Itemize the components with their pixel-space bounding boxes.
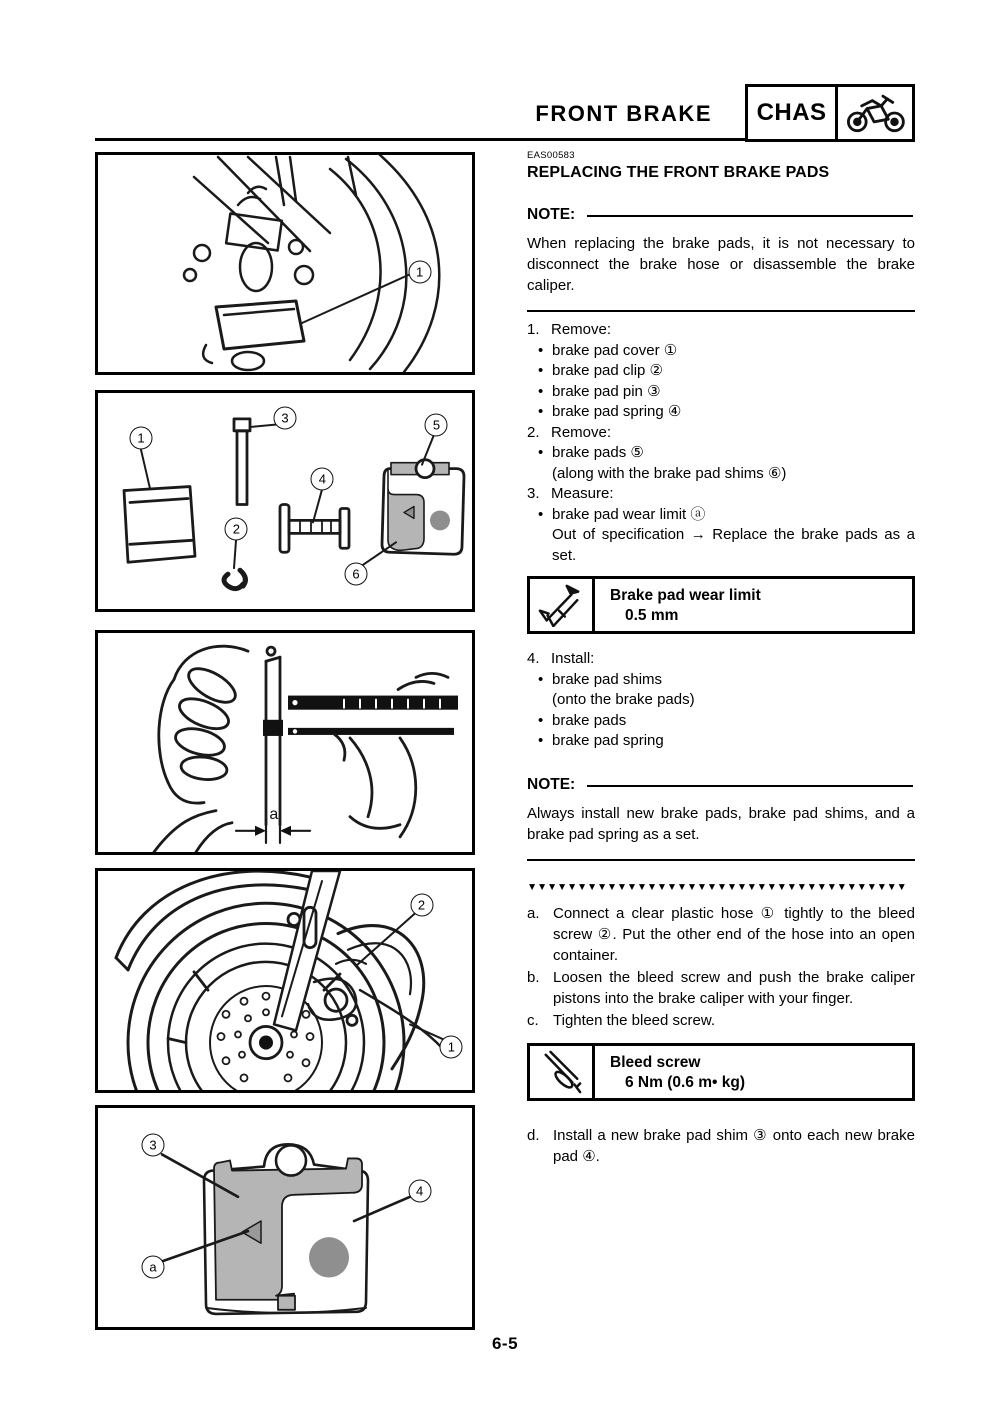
bullet-item: • brake pad pin ③ [538,382,661,400]
callout-a: a [141,1255,164,1278]
step-1 [527,320,915,423]
callout-6: 6 [345,563,368,586]
step-3 [527,484,915,566]
callout-1: 1 [130,427,153,450]
header-rule [95,138,745,141]
spec-value: 6 Nm (0.6 m• kg) [625,1073,745,1091]
procedure-item-b [527,967,915,1009]
step-4 [527,649,915,752]
bullet-sub: (along with the brake pad shims ⑥) [552,464,787,482]
step-title: Measure: [551,485,614,502]
chapter-tab-label: CHAS [748,87,838,139]
spec-box-bleed-screw [527,1043,915,1101]
callout-3: 3 [141,1134,164,1157]
chapter-tab [745,84,915,142]
spec-title: Brake pad wear limit [610,587,761,604]
step-title: Remove: [551,321,612,338]
dimension-a-label: a [269,805,279,823]
callout-1: 1 [440,1036,463,1059]
note-label: NOTE: [527,775,576,793]
bullet-sub: (onto the brake pads) [552,691,695,708]
callout-1: 1 [408,261,431,284]
note-text: When replacing the brake pads, it is not necessary to disconnect the brake hose or disassemble the brake caliper. [527,235,915,294]
procedure-item-d [527,1125,915,1167]
note-rule [587,785,913,787]
note-heading [527,206,915,224]
spec-box-wear-limit [527,576,915,634]
procedure-text: Install a new brake pad shim ③ onto each new brake pad ④. [553,1126,915,1165]
procedure-item-a [527,903,915,966]
callout-4: 4 [408,1180,431,1203]
procedure-label: b. [527,968,540,986]
page-title: FRONT BRAKE [535,101,712,126]
step-title: Remove: [551,423,612,441]
bullet-sub: Out of specification → Replace the brake pads as a set. [552,526,915,564]
section-code: EAS00583 [527,150,575,161]
figure-brake-caliper-on-fork [95,152,475,375]
bullet-item: • brake pad clip ② [538,362,664,379]
bullet-item: • brake pad wear limit ⓐ Out of specification → Replace the brake pads as a set. [552,505,915,567]
procedure-label: a. [527,904,540,922]
vernier-caliper-icon [530,579,595,631]
section-divider [527,859,915,861]
callout-2: 2 [225,518,248,541]
step-number: 2. [527,423,540,441]
bullet-item: • brake pads [538,711,627,729]
page-number: 6-5 [491,1334,519,1353]
note-rule [587,215,913,217]
callout-5: 5 [425,414,448,437]
bullet-item: • brake pad spring [538,732,664,749]
procedure-text: Tighten the bleed screw. [553,1011,716,1029]
bullet-item: • brake pad cover ① [538,341,678,359]
procedure-text: Connect a clear plastic hose ① tightly to the bleed screw ②. Put the other end of the hose into an open container. [553,904,915,964]
spec-title: Bleed screw [610,1053,701,1071]
note-text: Always install new brake pads, brake pad shims, and a brake pad spring as a set. [527,804,915,843]
procedure-label: d. [527,1126,540,1144]
bullet-item: • brake pads ⑤ (along with the brake pad shims ⑥) [552,443,915,484]
torque-wrench-icon [530,1046,595,1098]
figure-front-wheel-bleed-hose [95,868,475,1093]
callout-4: 4 [311,468,334,491]
procedure-column [527,150,915,1167]
spec-value: 0.5 mm [625,607,679,624]
step-title: Install: [551,650,595,667]
note-heading [527,776,915,794]
bullet-item: • brake pad shims (onto the brake pads) [552,670,915,711]
procedure-text: Loosen the bleed screw and push the brake caliper pistons into the brake caliper with your finger. [553,968,915,1007]
callout-3: 3 [274,406,297,429]
procedure-item-c [527,1010,915,1031]
step-2 [527,423,915,485]
note-label: NOTE: [527,206,576,223]
figure-brake-pad-parts-exploded [95,390,475,612]
triangle-divider: ▼▼▼▼▼▼▼▼▼▼▼▼▼▼▼▼▼▼▼▼▼▼▼▼▼▼▼▼▼▼▼▼▼▼▼▼▼▼ [527,881,907,893]
motorcycle-icon [838,87,912,139]
callout-2: 2 [410,893,433,916]
section-divider [527,310,915,312]
bullet-item: • brake pad spring ④ [538,403,682,420]
figure-brake-pad-and-shim [95,1105,475,1330]
step-number: 4. [527,650,540,667]
section-title: REPLACING THE FRONT BRAKE PADS [527,164,830,181]
figure-measuring-brake-pad [95,630,475,855]
step-number: 3. [527,485,540,502]
step-number: 1. [527,321,540,338]
procedure-label: c. [527,1011,539,1029]
